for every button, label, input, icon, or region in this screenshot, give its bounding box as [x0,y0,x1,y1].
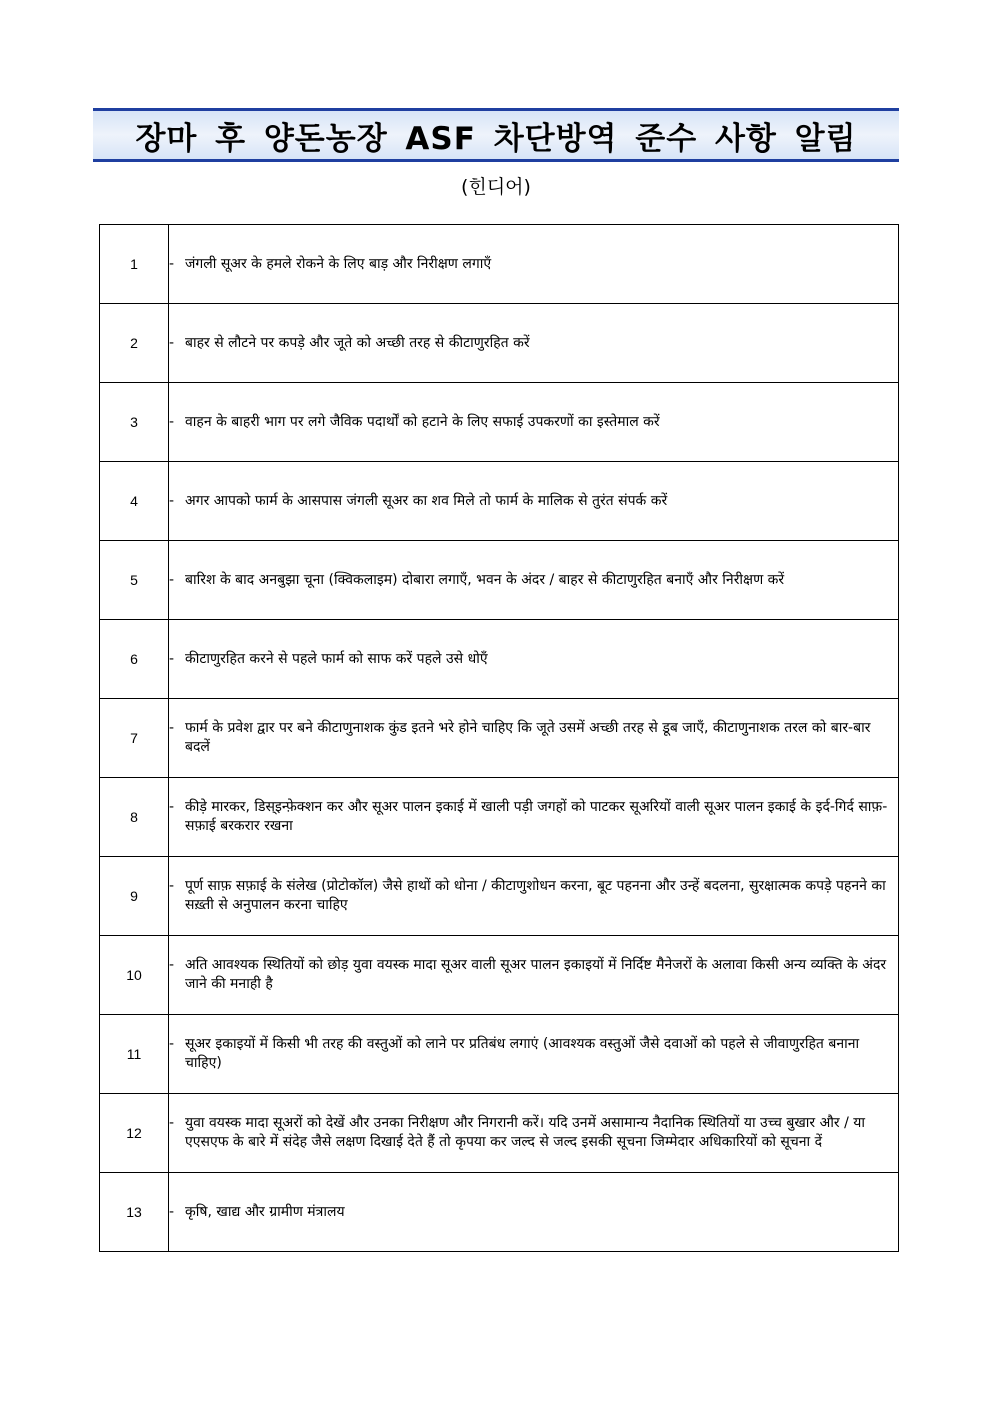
item-number: 4 [100,462,169,541]
item-dash: - [169,413,175,430]
item-number: 13 [100,1173,169,1252]
table-row [100,462,899,541]
item-number: 6 [100,620,169,699]
item-dash: - [169,571,175,588]
item-number: 8 [100,778,169,857]
item-cell [169,225,899,304]
item-cell [169,699,899,778]
item-number: 7 [100,699,169,778]
table-row [100,857,899,936]
item-text: कृषि, खाद्य और ग्रामीण मंत्रालय [185,1203,345,1220]
notice-table [99,224,899,1252]
item-cell [169,1015,899,1094]
item-dash: - [169,1203,175,1220]
title-banner [93,108,899,162]
item-dash: - [169,492,175,509]
table-row [100,541,899,620]
item-cell [169,857,899,936]
item-dash: - [169,334,175,351]
item-text: फार्म के प्रवेश द्वार पर बने कीटाणुनाशक कुंड इतने भरे होने चाहिए कि जूते उसमें अच्छी तरह से डूब जाएँ, कीटाणुनाशक तरल को बार-बार बदलें [185,720,871,755]
item-number: 1 [100,225,169,304]
item-number: 5 [100,541,169,620]
item-dash: - [169,255,175,272]
table-row [100,304,899,383]
table-row [100,1173,899,1252]
item-dash: - [169,650,175,667]
item-dash: - [169,957,175,973]
page-subtitle: (힌디어) [461,176,531,198]
item-text: बाहर से लौटने पर कपड़े और जूते को अच्छी तरह से कीटाणुरहित करें [185,334,530,351]
item-cell [169,541,899,620]
item-number: 9 [100,857,169,936]
item-number: 12 [100,1094,169,1173]
item-text: अगर आपको फार्म के आसपास जंगली सूअर का शव मिले तो फार्म के मालिक से तुरंत संपर्क करें [185,492,668,509]
table-row [100,936,899,1015]
table-row [100,699,899,778]
item-dash: - [169,1036,175,1052]
item-cell [169,462,899,541]
item-cell [169,936,899,1015]
item-number: 3 [100,383,169,462]
table-row [100,225,899,304]
item-text: युवा वयस्क मादा सूअरों को देखें और उनका निरीक्षण और निगरानी करें। यदि उनमें असामान्य नैदानिक स्थितियों या उच्च बुखार और / या एएसएफ के बारे में संदेह जैसे लक्षण दिखाई देते हैं तो कृपया कर जल्द से जल्द इसकी सूचना जिम्मेदार अधिकारियों को सूचना दें [185,1115,865,1150]
item-text: कीड़े मारकर, डिस्इन्फ़ेक्शन कर और सूअर पालन इकाई में खाली पड़ी जगहों को पाटकर सूअरियों वाली सूअर पालन इकाई के इर्द-गिर्द साफ़-सफ़ाई बरकरार रखना [185,799,888,834]
item-cell [169,383,899,462]
item-text: जंगली सूअर के हमले रोकने के लिए बाड़ और निरीक्षण लगाएँ [185,255,492,272]
item-text: वाहन के बाहरी भाग पर लगे जैविक पदार्थों को हटाने के लिए सफाई उपकरणों का इस्तेमाल करें [185,413,660,430]
item-number: 2 [100,304,169,383]
table-row [100,383,899,462]
item-cell [169,778,899,857]
item-cell [169,1173,899,1252]
item-dash: - [169,720,175,736]
item-dash: - [169,878,175,894]
item-cell [169,620,899,699]
item-dash: - [169,1115,175,1131]
item-number: 11 [100,1015,169,1094]
item-cell [169,304,899,383]
table-row [100,778,899,857]
table-row [100,1094,899,1173]
page-title: 장마 후 양돈농장 ASF 차단방역 준수 사항 알림 [135,120,857,157]
item-text: सूअर इकाइयों में किसी भी तरह की वस्तुओं को लाने पर प्रतिबंध लगाएं (आवश्यक वस्तुओं जैसे दवाओं को पहले से जीवाणुरहित बनाना चाहिए) [185,1036,860,1071]
item-text: पूर्ण साफ़ सफ़ाई के संलेख (प्रोटोकॉल) जैसे हाथों को धोना / कीटाणुशोधन करना, बूट पहनना और उन्हें बदलना, सुरक्षात्मक कपड़े पहनने का सख़्ती से अनुपालन करना चाहिए [185,878,886,913]
item-dash: - [169,799,175,815]
item-text: कीटाणुरहित करने से पहले फार्म को साफ करें पहले उसे धोएँ [185,650,488,667]
table-row [100,1015,899,1094]
item-number: 10 [100,936,169,1015]
item-text: अति आवश्यक स्थितियों को छोड़ युवा वयस्क मादा सूअर वाली सूअर पालन इकाइयों में निर्दिष्ट मैनेजरों के अलावा किसी अन्य व्यक्ति के अंदर जाने की मनाही है [185,957,887,992]
item-text: बारिश के बाद अनबुझा चूना (क्विकलाइम) दोबारा लगाएँ, भवन के अंदर / बाहर से कीटाणुरहित बनाएँ और निरीक्षण करें [185,571,785,588]
item-cell [169,1094,899,1173]
table-row [100,620,899,699]
